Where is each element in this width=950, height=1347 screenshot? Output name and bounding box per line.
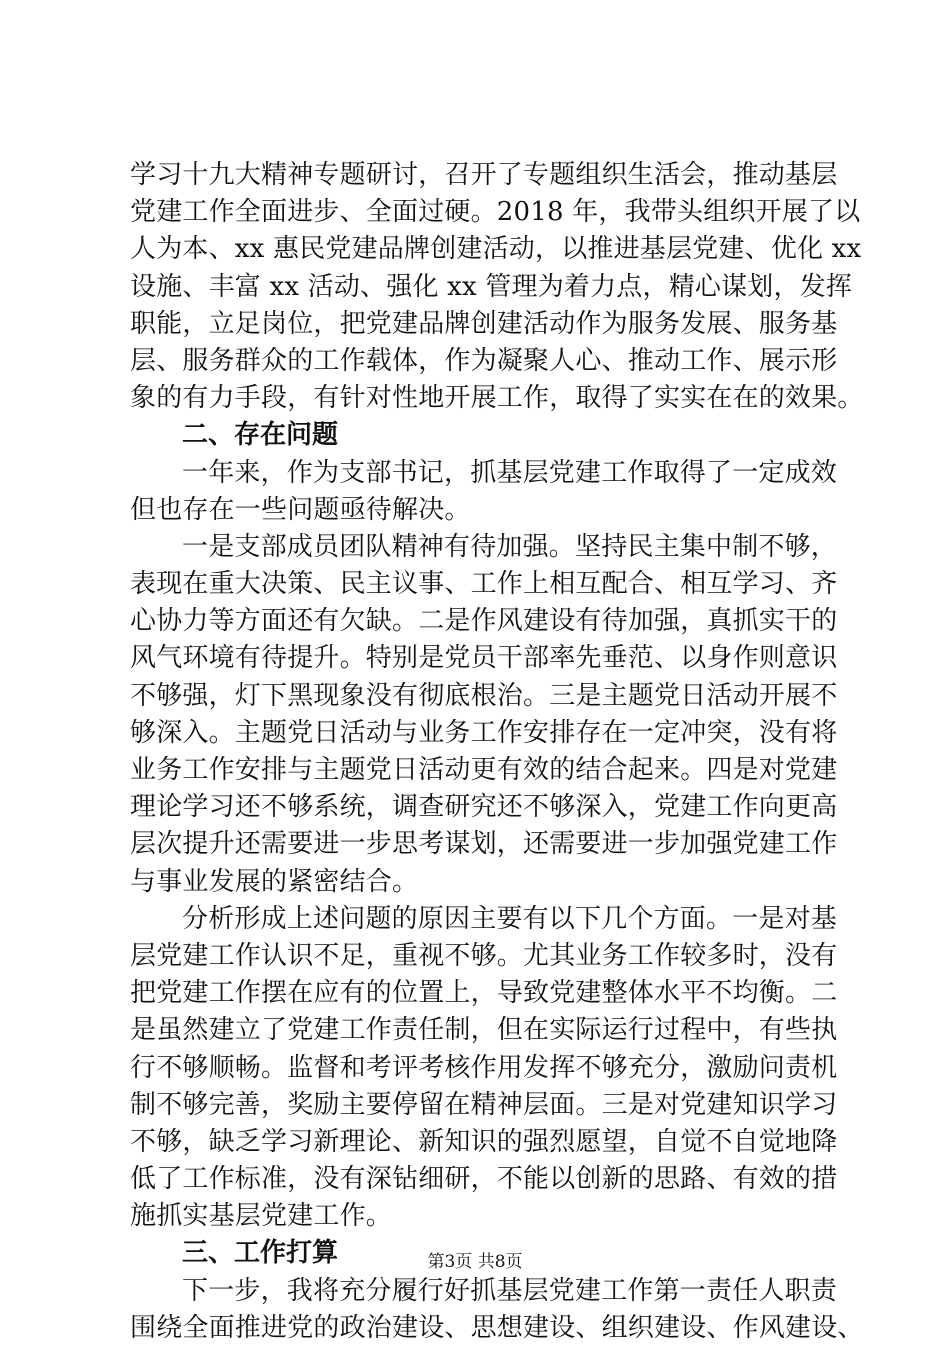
text-line: 施抓实基层党建工作。 [130,1201,393,1232]
text-line: 行不够顺畅。监督和考评考核作用发挥不够充分，激励问责机 [130,1052,838,1083]
text-line: 党建工作全面进步、全面过硬。2018 年，我带头组织开展了以 [130,197,861,228]
section-heading-problems: 二、存在问题 [182,420,339,451]
text-line: 下一步，我将充分履行好抓基层党建工作第一责任人职责 [182,1275,838,1306]
text-line: 人为本、xx 惠民党建品牌创建活动，以推进基层党建、优化 xx [130,234,862,265]
text-line: 业务工作安排与主题党日活动更有效的结合起来。四是对党建 [130,755,838,785]
text-line: 与事业发展的紧密结合。 [130,866,419,897]
text-line: 一是支部成员团队精神有待加强。坚持民主集中制不够， [182,531,838,562]
text-line: 理论学习还不够系统，调查研究还不够深入，党建工作向更高 [130,792,838,823]
text-line: 风气环境有待提升。特别是党员干部率先垂范、以身作则意识 [130,643,838,674]
text-line: 低了工作标准，没有深钻细研，不能以创新的思路、有效的措 [130,1164,838,1195]
text-line: 不够强，灯下黑现象没有彻底根治。三是主题党日活动开展不 [130,680,838,711]
text-line: 不够，缺乏学习新理论、新知识的强烈愿望，自觉不自觉地降 [130,1126,838,1157]
paragraph-plans [130,1273,864,1347]
paragraph-causes [130,901,838,1236]
text-line: 制不够完善，奖励主要停留在精神层面。三是对党建知识学习 [130,1089,838,1120]
text-line: 心协力等方面还有欠缺。二是作风建设有待加强，真抓实干的 [130,606,838,637]
document-body [130,157,864,1347]
text-line: 是虽然建立了党建工作责任制，但在实际运行过程中，有些执 [130,1015,838,1046]
paragraph-continuation [130,157,864,417]
paragraph-problems [130,529,838,901]
text-line: 层党建工作认识不足，重视不够。尤其业务工作较多时，没有 [130,940,838,971]
text-line: 层次提升还需要进一步思考谋划，还需要进一步加强党建工作 [130,829,838,860]
page-number-footer: 第3页 共8页 [427,1252,523,1272]
text-line: 职能，立足岗位，把党建品牌创建活动作为服务发展、服务基 [130,308,838,339]
text-line: 够深入。主题党日活动与业务工作安排存在一定冲突，没有将 [130,717,838,748]
section-heading-plans: 三、工作打算 [182,1238,339,1269]
text-line: 设施、丰富 xx 活动、强化 xx 管理为着力点，精心谋划，发挥 [130,271,853,302]
text-line: 层、服务群众的工作载体，作为凝聚人心、推动工作、展示形 [130,345,838,376]
text-line: 象的有力手段，有针对性地开展工作，取得了实实在在的效果。 [130,383,864,414]
text-line: 把党建工作摆在应有的位置上，导致党建整体水平不均衡。二 [130,978,838,1009]
text-line: 围绕全面推进党的政治建设、思想建设、组织建设、作风建设、 [130,1312,864,1343]
paragraph-intro [130,455,838,529]
text-line: 学习十九大精神专题研讨，召开了专题组织生活会，推动基层 [130,160,838,190]
text-line: 表现在重大决策、民主议事、工作上相互配合、相互学习、齐 [130,569,838,600]
text-line: 但也存在一些问题亟待解决。 [130,494,471,525]
text-line: 分析形成上述问题的原因主要有以下几个方面。一是对基 [182,903,838,934]
text-line: 一年来，作为支部书记，抓基层党建工作取得了一定成效 [182,457,838,488]
